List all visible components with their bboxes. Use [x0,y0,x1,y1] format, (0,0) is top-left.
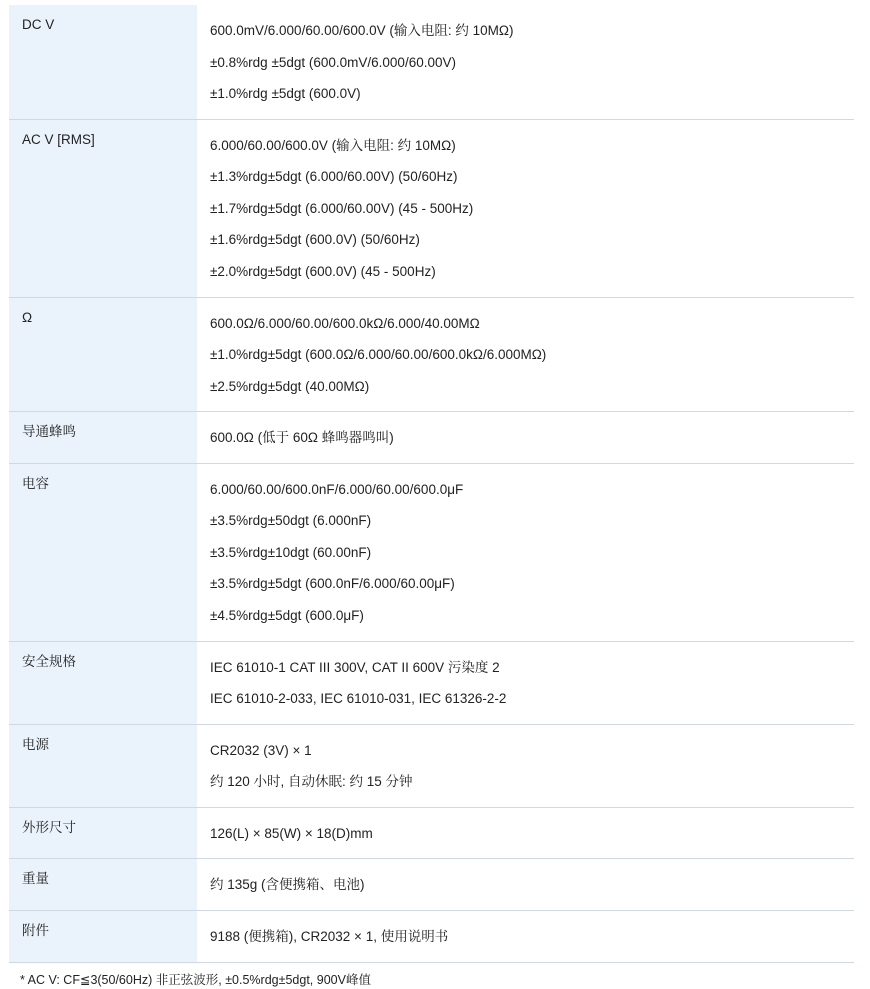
spec-value-cell [197,5,854,119]
spec-label-cell: 安全规格 [9,641,197,724]
spec-value-line: 9188 (便携箱), CR2032 × 1, 使用说明书 [210,924,844,950]
spec-label-cell: 电容 [9,463,197,641]
spec-value-line: ±2.5%rdg±5dgt (40.00MΩ) [210,374,844,400]
spec-value-line: 600.0Ω/6.000/60.00/600.0kΩ/6.000/40.00MΩ [210,311,844,337]
table-row [9,412,854,464]
spec-value-cell [197,463,854,641]
spec-value-line: 6.000/60.00/600.0nF/6.000/60.00/600.0μF [210,477,844,503]
spec-value-line: 600.0mV/6.000/60.00/600.0V (输入电阻: 约 10MΩ) [210,18,844,44]
spec-value-line: ±3.5%rdg±5dgt (600.0nF/6.000/60.00μF) [210,571,844,597]
spec-value-line: IEC 61010-2-033, IEC 61010-031, IEC 61326-2-2 [210,686,844,712]
spec-label-cell: DC V [9,5,197,119]
spec-label-cell: 导通蜂鸣 [9,412,197,464]
spec-value-line: ±4.5%rdg±5dgt (600.0μF) [210,603,844,629]
spec-value-line: 约 135g (含便携箱、电池) [210,872,844,898]
table-row [9,724,854,807]
table-row [9,641,854,724]
table-row [9,5,854,119]
spec-value-cell [197,910,854,962]
spec-value-line: ±0.8%rdg ±5dgt (600.0mV/6.000/60.00V) [210,50,844,76]
spec-value-line: 600.0Ω (低于 60Ω 蜂鸣器鸣叫) [210,425,844,451]
spec-value-line: IEC 61010-1 CAT III 300V, CAT II 600V 污染度 2 [210,655,844,681]
spec-label-cell: AC V [RMS] [9,119,197,297]
spec-value-cell [197,412,854,464]
spec-value-cell [197,807,854,859]
spec-value-line: ±1.7%rdg±5dgt (6.000/60.00V) (45 - 500Hz) [210,196,844,222]
table-row [9,463,854,641]
table-row [9,297,854,412]
spec-value-line: ±2.0%rdg±5dgt (600.0V) (45 - 500Hz) [210,259,844,285]
spec-value-line: ±1.0%rdg ±5dgt (600.0V) [210,81,844,107]
spec-label-cell: 重量 [9,859,197,911]
spec-value-cell [197,119,854,297]
spec-label-cell: 外形尺寸 [9,807,197,859]
spec-value-cell [197,297,854,412]
spec-value-line: 6.000/60.00/600.0V (输入电阻: 约 10MΩ) [210,133,844,159]
spec-value-cell [197,859,854,911]
table-body [9,5,854,962]
spec-value-line: 126(L) × 85(W) × 18(D)mm [210,821,844,847]
table-row [9,910,854,962]
spec-value-line: ±1.3%rdg±5dgt (6.000/60.00V) (50/60Hz) [210,164,844,190]
specification-section [0,5,870,989]
spec-value-line: ±3.5%rdg±10dgt (60.00nF) [210,540,844,566]
table-row [9,807,854,859]
spec-value-line: ±1.6%rdg±5dgt (600.0V) (50/60Hz) [210,227,844,253]
table-row [9,119,854,297]
spec-value-cell [197,724,854,807]
spec-label-cell: 电源 [9,724,197,807]
footnote: * AC V: CF≦3(50/60Hz) 非正弦波形, ±0.5%rdg±5dgt, 900V峰值 [20,972,862,989]
specification-table [9,5,854,963]
spec-label-cell: 附件 [9,910,197,962]
spec-value-cell [197,641,854,724]
table-row [9,859,854,911]
spec-value-line: ±1.0%rdg±5dgt (600.0Ω/6.000/60.00/600.0kΩ/6.000MΩ) [210,342,844,368]
spec-label-cell: Ω [9,297,197,412]
spec-value-line: CR2032 (3V) × 1 [210,738,844,764]
spec-value-line: 约 120 小时, 自动休眠: 约 15 分钟 [210,769,844,795]
spec-value-line: ±3.5%rdg±50dgt (6.000nF) [210,508,844,534]
